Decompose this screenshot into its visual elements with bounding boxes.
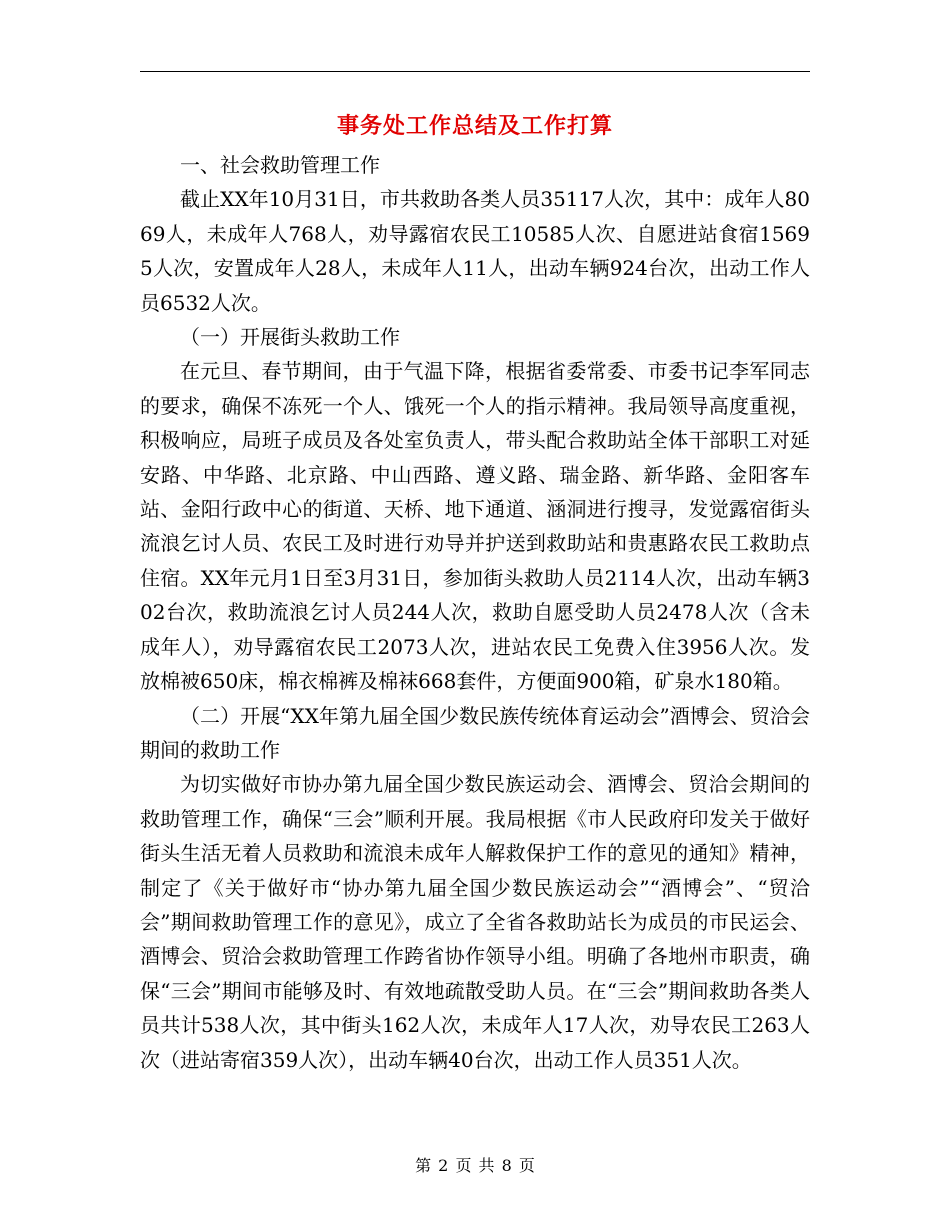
document-body [140, 148, 810, 1077]
header-rule [140, 71, 810, 72]
paragraph: 为切实做好市协办第九届全国少数民族运动会、酒博会、贸洽会期间的救助管理工作，确保“三会”顺利开展。我局根据《市人民政府印发关于做好街头生活无着人员救助和流浪未成年人解救保护工作的意见的通知》精神，制定了《关于做好市“协办第九届全国少数民族运动会”“酒博会”、“贸洽会”期间救助管理工作的意见》，成立了全省各救助站长为成员的市民运会、酒博会、贸洽会救助管理工作跨省协作领导小组。明确了各地州市职责，确保“三会”期间市能够及时、有效地疏散受助人员。在“三会”期间救助各类人员共计538人次，其中街头162人次，未成年人17人次，劝导农民工263人次（进站寄宿359人次），出动车辆40台次，出动工作人员351人次。 [140, 772, 810, 1072]
paragraph: 在元旦、春节期间，由于气温下降，根据省委常委、市委书记李军同志的要求，确保不冻死一个人、饿死一个人的指示精神。我局领导高度重视，积极响应，局班子成员及各处室负责人，带头配合救助站全体干部职工对延安路、中华路、北京路、中山西路、遵义路、瑞金路、新华路、金阳客车站、金阳行政中心的街道、天桥、地下通道、涵洞进行搜寻，发觉露宿街头流浪乞讨人员、农民工及时进行劝导并护送到救助站和贵惠路农民工救助点住宿。XX年元月1日至3月31日，参加街头救助人员2114人次，出动车辆302台次，救助流浪乞讨人员244人次，救助自愿受助人员2478人次（含未成年人），劝导露宿农民工2073人次，进站农民工免费入住3956人次。发放棉被650床，棉衣棉裤及棉袜668套件，方便面900箱，矿泉水180箱。 [140, 359, 810, 694]
subsection-heading: （一）开展街头救助工作 [180, 325, 400, 350]
subsection-heading: （二）开展“XX年第九届全国少数民族传统体育运动会”酒博会、贸洽会期间的救助工作 [140, 703, 810, 762]
document-title: 事务处工作总结及工作打算 [336, 113, 613, 139]
paragraph: 截止XX年10月31日，市共救助各类人员35117人次，其中：成年人8069人，未成年人768人，劝导露宿农民工10585人次、自愿进站食宿15695人次，安置成年人28人，未成年人11人，出动车辆924台次，出动工作人员6532人次。 [140, 187, 810, 315]
section-heading: 一、社会救助管理工作 [180, 153, 380, 177]
page-number-footer: 第 2 页 共 8 页 [415, 1156, 535, 1175]
